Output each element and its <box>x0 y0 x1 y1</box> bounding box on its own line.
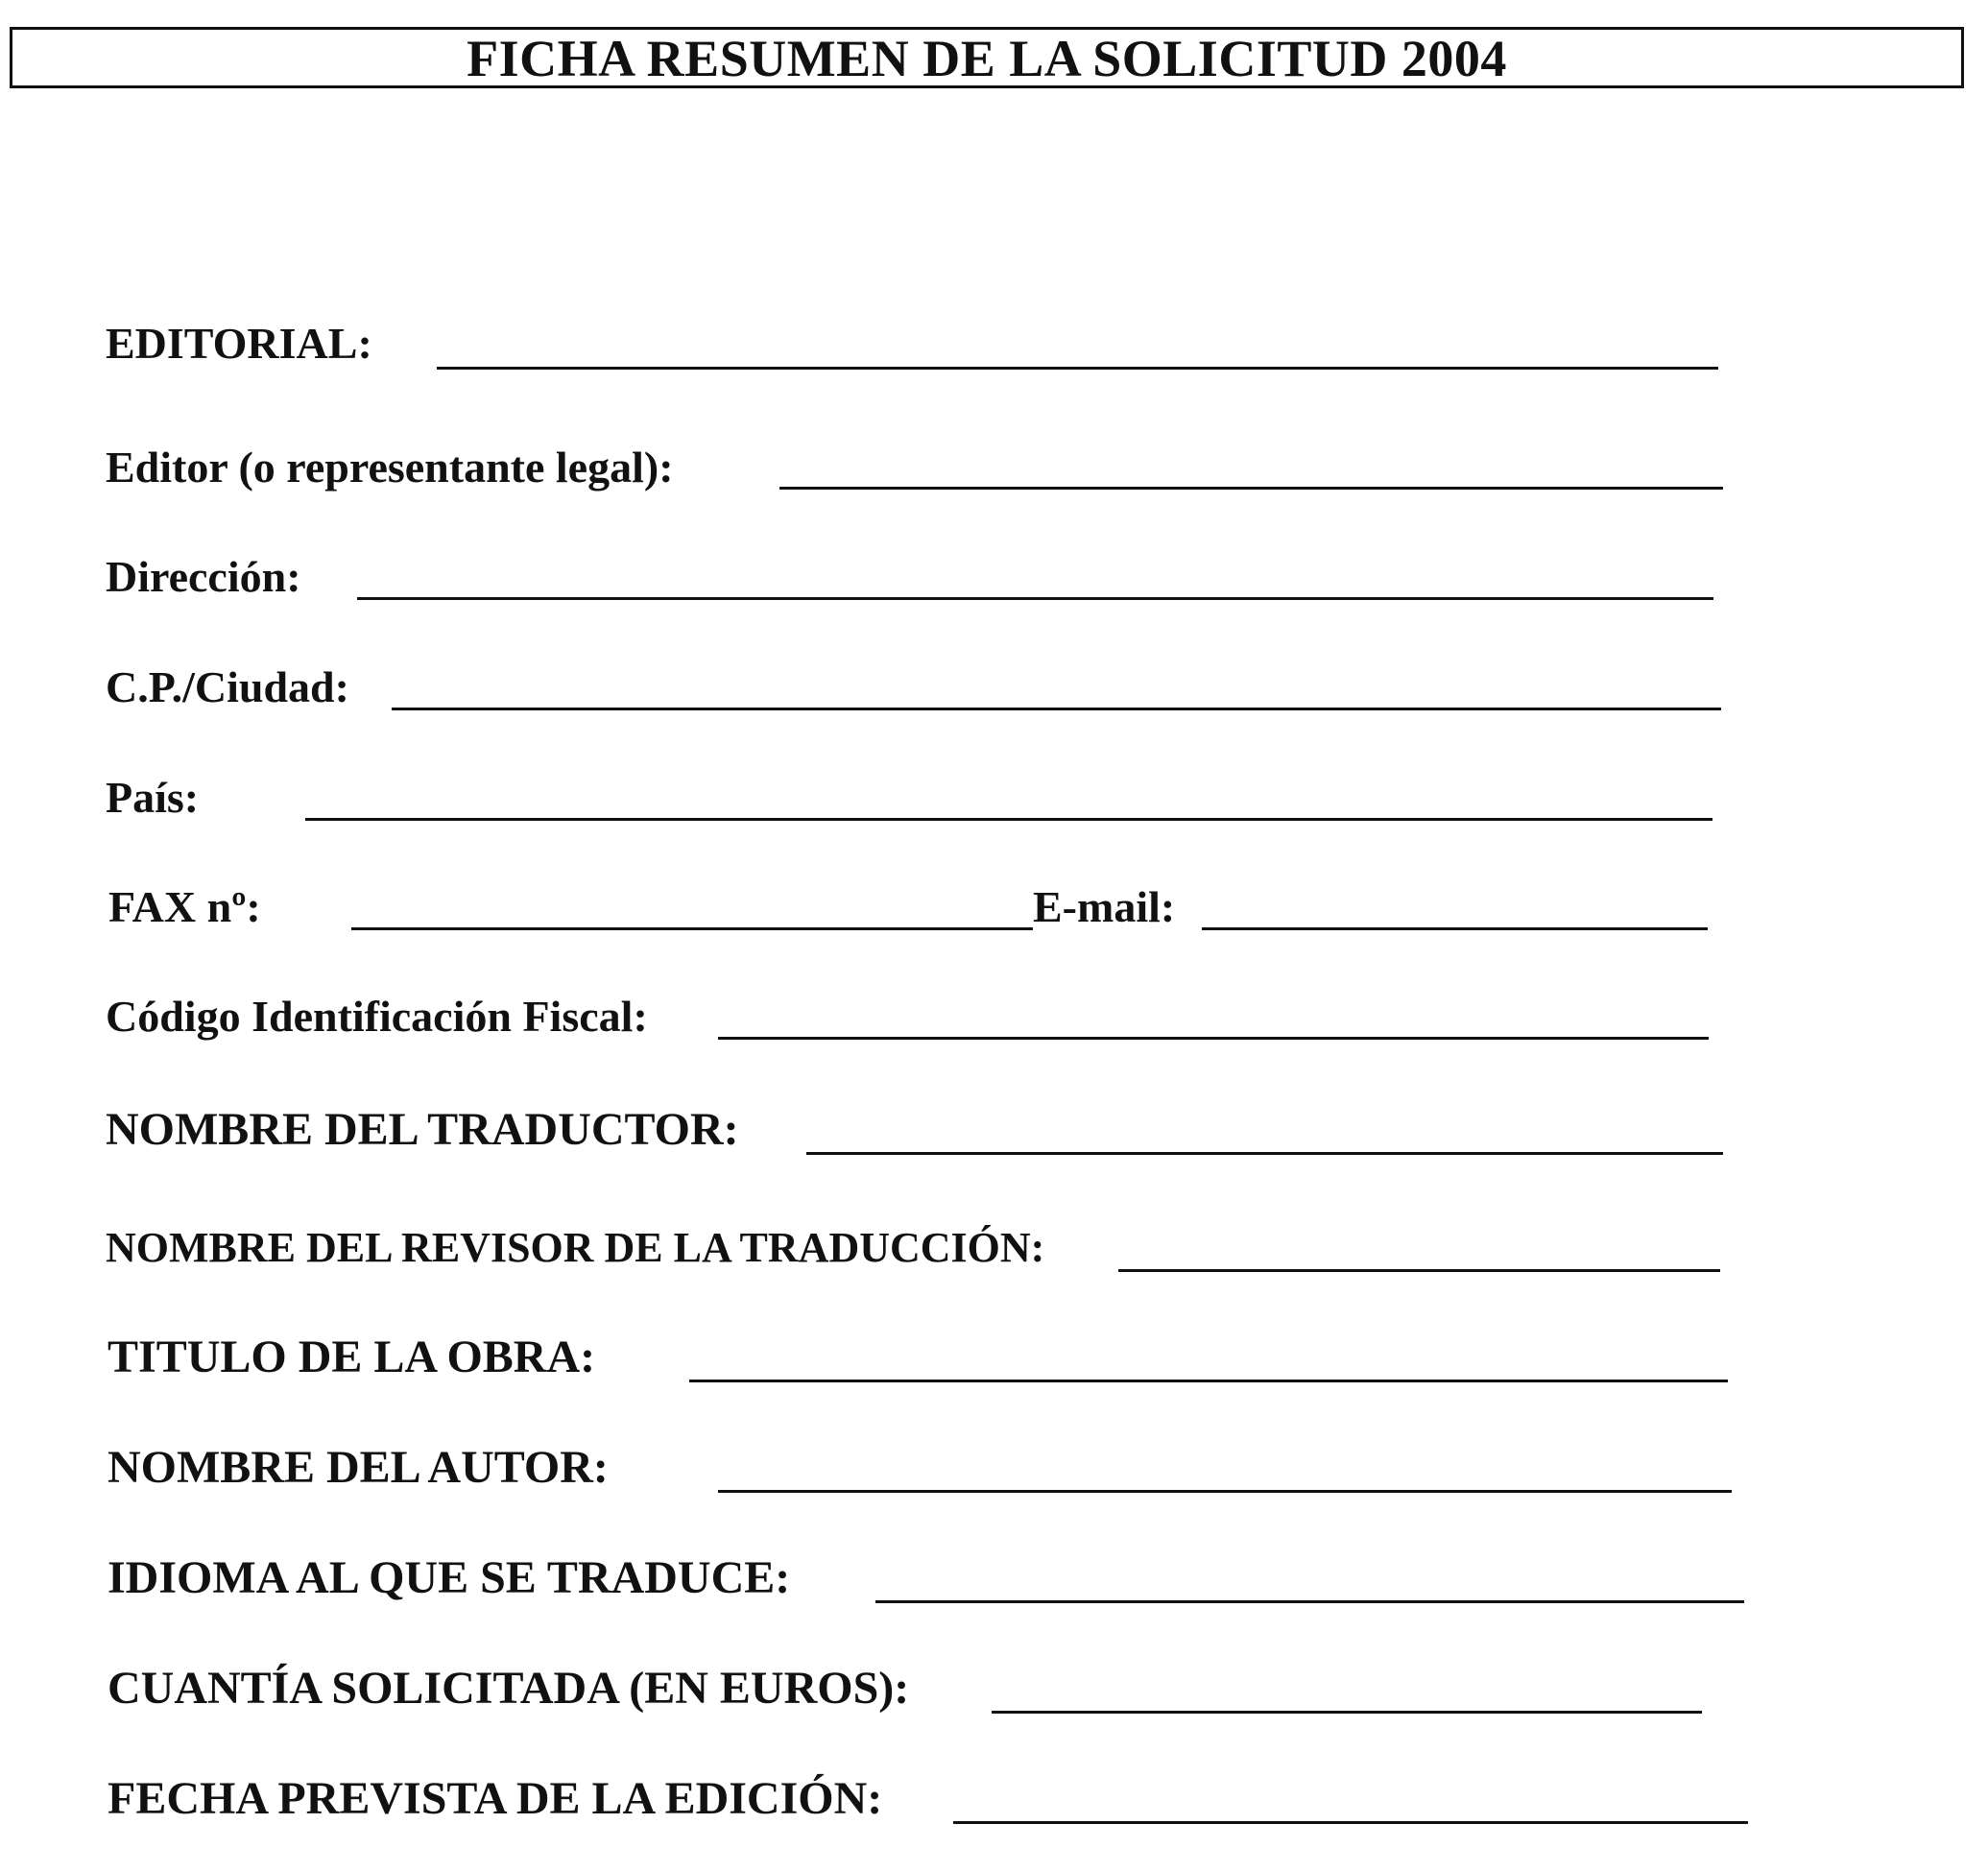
direccion-line <box>357 597 1713 600</box>
cp-ciudad-label: C.P./Ciudad: <box>106 662 349 711</box>
revisor-field[interactable] <box>1118 1219 1720 1269</box>
idioma-label: IDIOMA AL QUE SE TRADUCE: <box>108 1552 791 1603</box>
cif-line <box>718 1037 1709 1040</box>
traductor-label: NOMBRE DEL TRADUCTOR: <box>106 1104 739 1155</box>
editor-label: Editor (o representante legal): <box>106 443 674 492</box>
fax-field[interactable] <box>351 877 1033 927</box>
email-line <box>1202 927 1708 930</box>
title-box <box>10 27 1964 88</box>
titulo-field[interactable] <box>689 1330 1728 1380</box>
editorial-label: EDITORIAL: <box>106 319 372 368</box>
direccion-field[interactable] <box>357 547 1713 597</box>
autor-line <box>718 1490 1732 1493</box>
titulo-line <box>689 1380 1728 1382</box>
fecha-field[interactable] <box>953 1771 1748 1821</box>
editor-field[interactable] <box>779 437 1723 487</box>
cif-label: Código Identificación Fiscal: <box>106 992 648 1041</box>
editorial-field[interactable] <box>437 317 1718 367</box>
idioma-line <box>875 1600 1744 1603</box>
cif-field[interactable] <box>718 987 1709 1037</box>
fecha-line <box>953 1821 1748 1824</box>
cuantia-label: CUANTÍA SOLICITADA (EN EUROS): <box>108 1663 910 1714</box>
fecha-label: FECHA PREVISTA DE LA EDICIÓN: <box>108 1773 883 1824</box>
cp-ciudad-field[interactable] <box>392 658 1721 708</box>
fax-line <box>351 927 1033 930</box>
autor-label: NOMBRE DEL AUTOR: <box>108 1442 609 1493</box>
email-label: E-mail: <box>1033 882 1176 931</box>
editor-line <box>779 487 1723 490</box>
cp-ciudad-line <box>392 708 1721 710</box>
pais-label: País: <box>106 773 200 822</box>
traductor-line <box>806 1152 1723 1155</box>
cuantia-line <box>992 1711 1702 1714</box>
email-field[interactable] <box>1202 877 1708 927</box>
pais-line <box>305 818 1713 821</box>
editorial-line <box>437 367 1718 370</box>
revisor-line <box>1118 1269 1720 1272</box>
titulo-label: TITULO DE LA OBRA: <box>108 1332 596 1382</box>
direccion-label: Dirección: <box>106 552 301 601</box>
fax-label: FAX nº: <box>108 882 261 931</box>
traductor-field[interactable] <box>806 1102 1723 1152</box>
revisor-label: NOMBRE DEL REVISOR DE LA TRADUCCIÓN: <box>106 1224 1045 1271</box>
idioma-field[interactable] <box>875 1550 1744 1600</box>
pais-field[interactable] <box>305 768 1713 818</box>
autor-field[interactable] <box>718 1440 1732 1490</box>
cuantia-field[interactable] <box>992 1661 1702 1711</box>
page-title: FICHA RESUMEN DE LA SOLICITUD 2004 <box>467 30 1507 87</box>
